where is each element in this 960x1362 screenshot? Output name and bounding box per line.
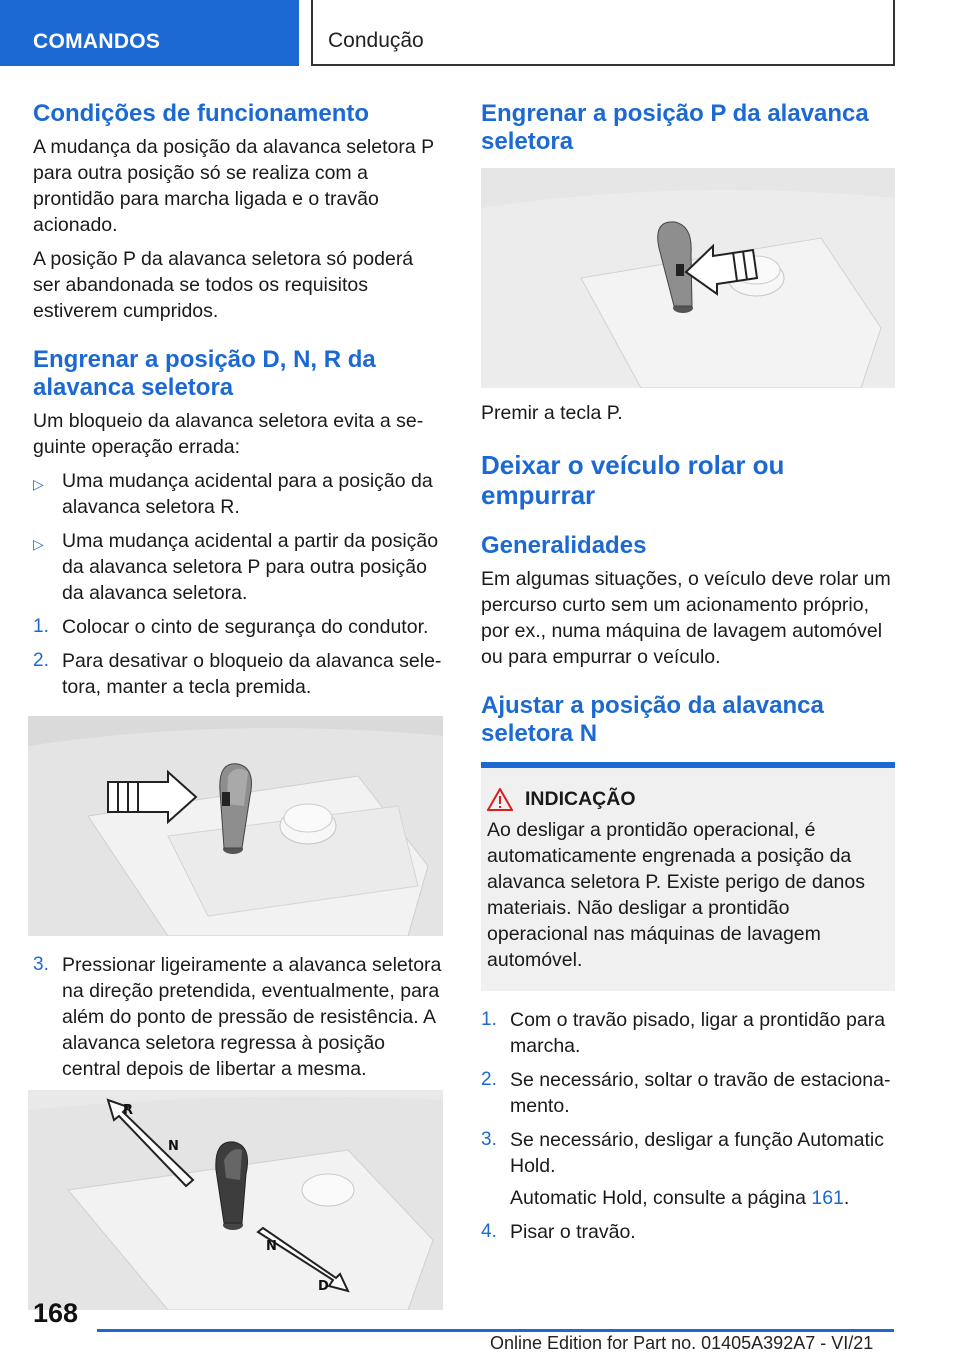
shift-n-label: N: [168, 1139, 179, 1154]
steps-list: [33, 952, 443, 1082]
page-link[interactable]: 161: [811, 1187, 844, 1209]
section-title: Condução: [328, 29, 424, 52]
shift-d-label: D: [318, 1279, 329, 1294]
heading-general: Generalidades: [481, 532, 647, 559]
paragraph: A mudança da posição da alavanca seletora P para outra posição só se realiza com a prontidão para marcha ligada e o travão acionado.: [33, 136, 434, 236]
note-title: INDICAÇÃO: [525, 788, 636, 810]
triangle-bullet-icon: ▷: [33, 536, 44, 552]
list-item: 1. Colocar o cinto de segurança do condutor.: [33, 616, 429, 638]
selector-lever-p-figure: [481, 168, 895, 388]
list-item: 3. Se necessário, desligar a função Automatic Hold. Automatic Hold, consulte a página 161.: [481, 1127, 895, 1211]
sub-paragraph: Automatic Hold, consulte a página 161.: [510, 1187, 850, 1209]
edition-note: Online Edition for Part no. 01405A392A7 - VI/21: [490, 1333, 874, 1353]
triangle-bullet-icon: ▷: [33, 476, 44, 492]
steps-list: [33, 614, 443, 700]
selector-lever-unlock-figure: [28, 716, 443, 936]
note-text: Ao desligar a prontidão operacional, é automaticamente engrenada a posição da alavanca seletora P. Existe perigo de danos materiais. Não desligar a prontidão operacional nas máquinas de lavagem automóvel.: [487, 819, 865, 971]
paragraph: Um bloqueio da alavanca seletora evita a seguinte operação errada:: [33, 410, 424, 458]
warning-triangle-icon: [487, 788, 513, 811]
chapter-tab: [0, 0, 299, 66]
bullet-list: [33, 468, 443, 606]
heading-conditions: Condições de funcionamento: [33, 100, 370, 127]
heading-engage-p: Engrenar a posição P da alavanca seletora: [481, 100, 869, 155]
heading-roll-push: Deixar o veículo rolar ou empurrar: [481, 450, 785, 510]
heading-set-n: Ajustar a posição da alavanca seletora N: [481, 692, 824, 747]
heading-engage-dnr: Engrenar a posição D, N, R da alavanca seletora: [33, 346, 376, 401]
section-header: [311, 0, 895, 66]
list-item: ▷ Uma mudança acidental a partir da posição da alavanca seletora P para outra posição da alavanca seletora.: [33, 530, 439, 604]
right-column: [481, 100, 895, 1253]
warning-note: [481, 762, 895, 991]
list-item: 1. Com o travão pisado, ligar a prontidão para marcha.: [481, 1009, 886, 1057]
paragraph: Em algumas situações, o veículo deve rolar um percurso curto sem um acionamento próprio, por ex., numa máquina de lavagem automóvel ou para empurrar o veículo.: [481, 568, 891, 668]
paragraph: A posição P da alavanca seletora só poderá ser abandonada se todos os requisitos estiverem cumpridos.: [33, 248, 414, 322]
shift-pattern-figure: [28, 1090, 443, 1310]
list-item: 4. Pisar o travão.: [481, 1221, 636, 1243]
paragraph: Premir a tecla P.: [481, 402, 623, 424]
shift-n-label: N: [266, 1239, 277, 1254]
footer-divider: [97, 1329, 894, 1332]
chapter-title: COMANDOS: [33, 30, 161, 53]
list-item: 3. Pressionar ligeiramente a alavanca seletora na direção pretendida, eventualmente, para além do ponto de pressão de resistência. A alavanca seletora regressa à posição central depois de libertar a mesma.: [33, 954, 442, 1080]
shift-r-label: R: [123, 1103, 134, 1118]
left-column: [33, 100, 443, 1310]
list-item: ▷ Uma mudança acidental para a posição da alavanca seletora R.: [33, 470, 433, 518]
list-item: 2. Se necessário, soltar o travão de estacionamento.: [481, 1069, 891, 1117]
page-number: 168: [33, 1298, 79, 1328]
steps-list: [481, 1007, 895, 1245]
list-item: 2. Para desativar o bloqueio da alavanca seletora, manter a tecla premida.: [33, 650, 442, 698]
